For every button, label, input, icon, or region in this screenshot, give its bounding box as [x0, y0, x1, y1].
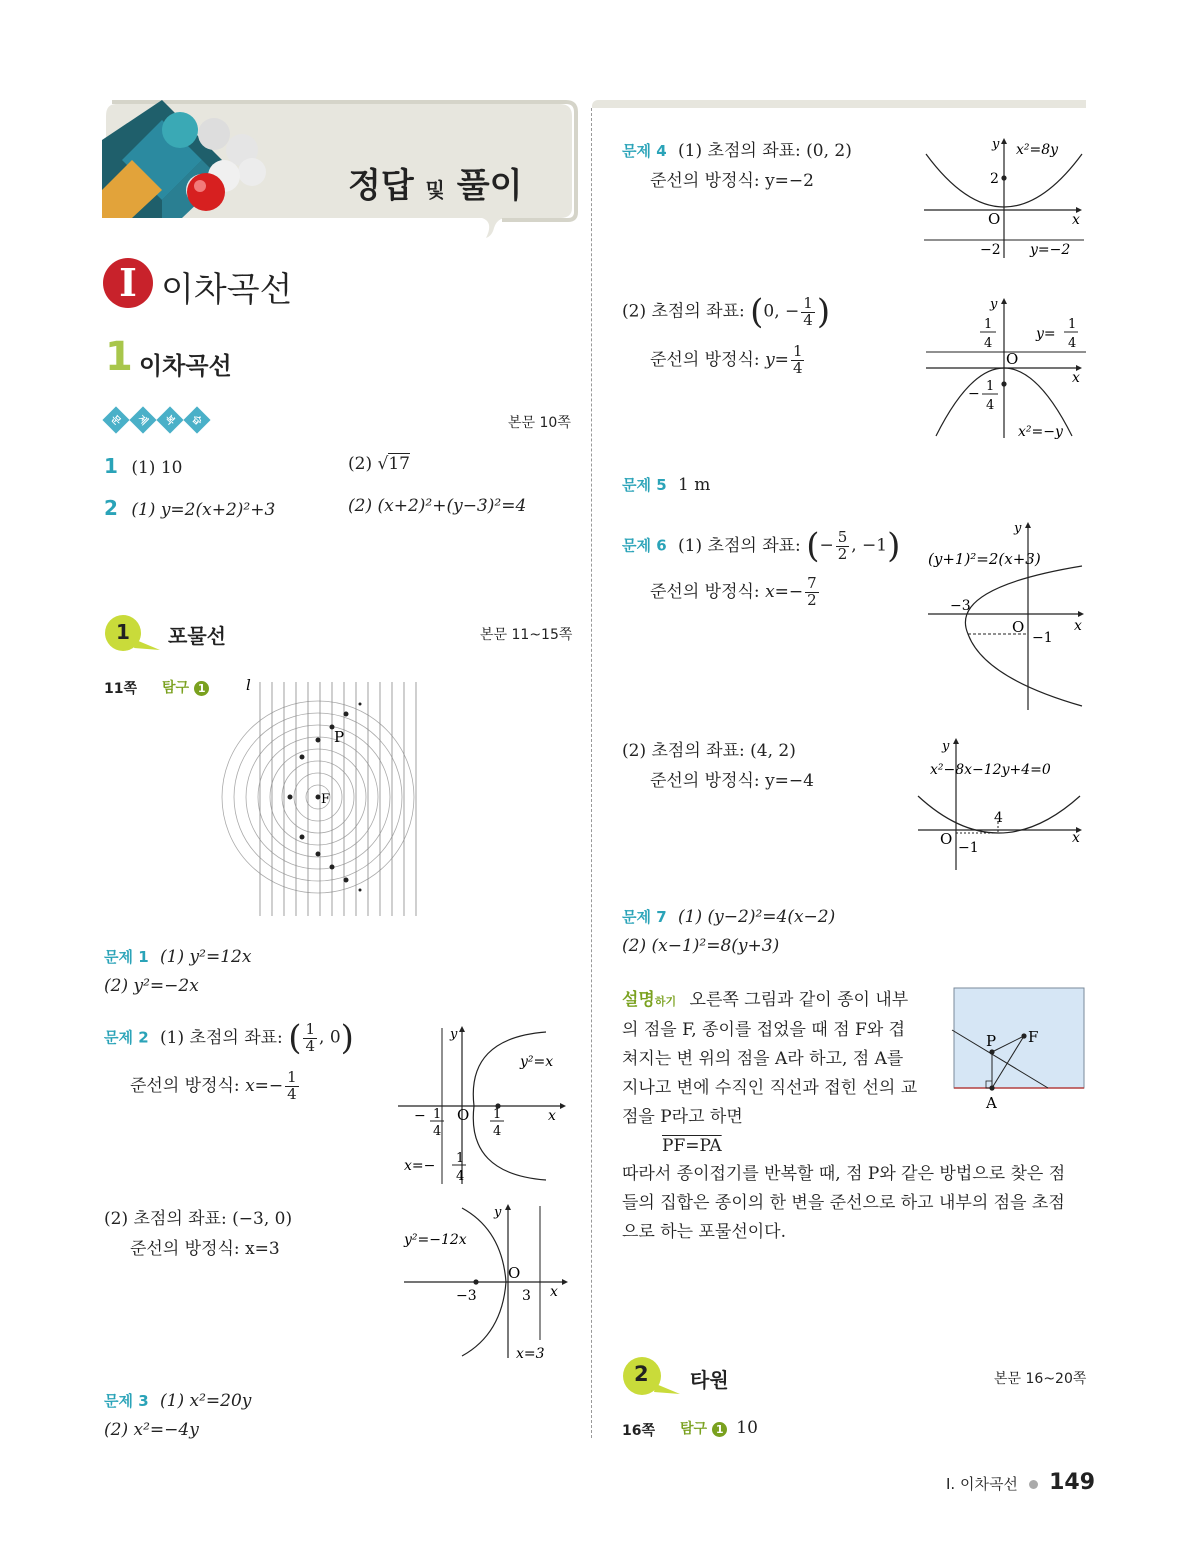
explain-line: 의 점을 F, 종이를 접었을 때 점 F와 겹 [622, 1020, 906, 1040]
fraction [285, 1070, 299, 1103]
curve-label: (y+1)²=2(x+3) [928, 550, 1041, 568]
graph-problem-2-1 [396, 1024, 576, 1186]
axis-y: y [1014, 521, 1022, 536]
directrix-label: y=−2 [1030, 242, 1071, 258]
subsection-title: 포물선 [168, 624, 226, 648]
subsection-page-ref: 본문 11~15쪽 [480, 627, 573, 643]
column-divider [591, 108, 592, 1438]
tick-neg1: −1 [1032, 630, 1053, 646]
dir-frac-num: 1 [1068, 317, 1077, 332]
explore-label: 탐구 [680, 1421, 708, 1437]
paren-open: ( [750, 292, 764, 332]
problem-4-b: (2) 초점의 좌표: (0, − $\frac{1}{4}$ ) [622, 292, 831, 332]
dir-frac-den: 4 [456, 1169, 465, 1184]
item-answer-label: (2) [348, 454, 373, 474]
explore-page: 11쪽 [104, 681, 138, 697]
numerator: 1 [305, 1019, 315, 1038]
explain-equation: PF=PA [662, 1136, 722, 1156]
graph-problem-4-1 [920, 134, 1088, 264]
tick-neg: − [968, 386, 980, 402]
chapter-title: 이차곡선 [161, 270, 293, 310]
subsection-title: 타원 [690, 1368, 729, 1392]
axis-x: x [550, 1284, 558, 1300]
problem-6: 문제 6 (1) 초점의 좌표: (− $\frac{5}{2}$ , −1) [622, 526, 901, 566]
problem-4-b-directrix [650, 344, 806, 377]
problem-6-b-focus: (2) 초점의 좌표: (4, 2) [622, 741, 796, 761]
section-title: 이차곡선 [139, 352, 232, 380]
problem-2-b-directrix: 준선의 방정식: x=3 [130, 1239, 280, 1259]
tick-neg: − [414, 1108, 426, 1124]
review-item-1b [348, 454, 410, 474]
problem-label: 문제 4 [622, 142, 667, 160]
footer-chapter: I. 이차곡선 [946, 1475, 1018, 1493]
dir-frac-den: 4 [1068, 336, 1077, 351]
tick-frac-num: 1 [433, 1107, 442, 1122]
banner-title-3: 풀이 [456, 166, 523, 206]
directrix-prefix: x=− [245, 1075, 284, 1096]
curve-label: x²=−y [1018, 424, 1063, 440]
origin: O [457, 1106, 470, 1124]
paren-close: ) [816, 292, 831, 332]
problem-3 [104, 1390, 251, 1411]
tick-neg2: −2 [980, 242, 1001, 258]
focus-label: (2) 초점의 좌표: [622, 301, 745, 322]
label-P: P [986, 1032, 997, 1050]
tick-frac-den: 4 [986, 398, 995, 413]
directrix-label: 준선의 방정식: [650, 581, 760, 602]
problem-3-b: (2) x²=−4y [104, 1420, 199, 1440]
directrix-eq: x=− [765, 581, 804, 602]
graph-problem-4-2 [922, 294, 1088, 444]
problem-2-directrix [130, 1070, 301, 1103]
fraction [303, 1019, 317, 1055]
conclusion-line: 들의 집합은 종이의 한 변을 준선으로 하고 내부의 점을 초점 [622, 1193, 1065, 1213]
subsection-page-ref: 본문 16~20쪽 [994, 1371, 1087, 1387]
section-number: 1 [105, 334, 133, 380]
paren-open: ( [806, 526, 820, 566]
item-number: 1 [104, 454, 118, 478]
origin: O [508, 1264, 521, 1282]
fraction [801, 293, 815, 329]
tick-frac-num: 1 [986, 379, 995, 394]
numerator: 1 [287, 1068, 297, 1086]
dir-frac-num: 1 [456, 1151, 465, 1166]
explain-line: 오른쪽 그림과 같이 종이 내부 [689, 990, 909, 1010]
denominator: 2 [837, 544, 848, 563]
problem-label: 문제 1 [104, 948, 149, 966]
fraction [791, 344, 805, 377]
item-number: 2 [104, 496, 118, 520]
sqrt-radicand: 17 [388, 454, 410, 474]
problem-label: 문제 2 [104, 1028, 149, 1047]
tick-neg3: −3 [456, 1288, 477, 1304]
review-badge: 문 [102, 406, 129, 433]
label-F: F [321, 792, 331, 807]
denominator: 4 [803, 310, 813, 329]
paren-close: ) [340, 1018, 354, 1058]
problem-answer: (1) y²=12x [160, 947, 252, 967]
explore-answer: 10 [736, 1418, 758, 1438]
explain-block [622, 986, 938, 1161]
axis-x: x [548, 1108, 556, 1124]
curve-label: y²=x [520, 1054, 554, 1070]
subsection-number: 2 [634, 1362, 649, 1386]
footer-dot [1029, 1480, 1038, 1489]
directrix-label: y= [1036, 326, 1056, 342]
graph-problem-2-2 [400, 1200, 580, 1370]
problem-1 [104, 946, 251, 967]
directrix-label: 준선의 방정식: [130, 1075, 240, 1096]
directrix-label: x=− [404, 1158, 436, 1174]
origin: O [988, 210, 1001, 228]
curve-label: x²=8y [1016, 142, 1059, 158]
subsection-number: 1 [116, 620, 130, 644]
explain-suffix: 하기 [654, 995, 677, 1008]
problem-2: 문제 2 (1) 초점의 좌표: ( $\frac{1}{4}$ , 0) [104, 1018, 354, 1058]
tick-frac-num: 1 [984, 317, 993, 332]
explore-tag [162, 677, 209, 697]
focus-label: (1) 초점의 좌표: [160, 1027, 283, 1048]
tick-neg1: −1 [958, 840, 979, 856]
denominator: 4 [287, 1084, 297, 1103]
axis-x: x [1072, 212, 1080, 228]
origin: O [1012, 618, 1025, 636]
graph-problem-6-2 [914, 734, 1088, 874]
tick-frac-den: 4 [984, 336, 993, 351]
explore2-tag [680, 1418, 758, 1438]
item-answer: (1) y=2(x+2)²+3 [131, 500, 276, 520]
sqrt-symbol: √ [377, 454, 389, 474]
tick-frac-den: 4 [433, 1124, 442, 1139]
review-item-2 [104, 496, 275, 520]
fraction [805, 576, 819, 609]
review-page-ref: 본문 10쪽 [508, 415, 571, 431]
problem-answer: 1 m [678, 475, 711, 495]
focus-label: (1) 초점의 좌표: [678, 535, 801, 556]
numerator: 7 [807, 574, 817, 592]
focus-tail: 0 [329, 1027, 341, 1048]
review-badge: 복 [156, 406, 183, 433]
banner-title-2: 및 [425, 178, 445, 202]
explore2-page: 16쪽 [622, 1423, 656, 1439]
tick-4: 4 [994, 810, 1003, 826]
label-F: F [1028, 1028, 1039, 1046]
numerator: 1 [803, 293, 813, 312]
review-badge: 제 [129, 406, 156, 433]
focus: (1) 초점의 좌표: (0, 2) [678, 141, 852, 161]
subsection-badge [622, 1356, 682, 1398]
conclusion-line: 따라서 종이접기를 반복할 때, 점 P와 같은 방법으로 찾은 점 [622, 1164, 1066, 1184]
origin: O [940, 830, 953, 848]
explore-number: 1 [712, 1422, 727, 1437]
axis-x: x [1072, 830, 1080, 846]
figure-concentric-circles [214, 672, 424, 922]
banner-title-1: 정답 [348, 166, 414, 206]
figure-paper-fold [950, 986, 1086, 1112]
problem-5 [622, 474, 710, 495]
problem-4 [622, 136, 852, 161]
tick-neg3: −3 [950, 598, 971, 614]
item-answer: (1) 10 [131, 458, 183, 478]
column-top-rule [592, 100, 1086, 108]
explain-line: 쳐지는 변 위의 점을 A라 하고, 점 A를 [622, 1049, 904, 1069]
numerator: 5 [837, 527, 848, 546]
conclusion-line: 으로 하는 포물선이다. [622, 1222, 787, 1242]
explain-line: 점을 P라고 하면 [622, 1107, 743, 1127]
problem-label: 문제 7 [622, 908, 667, 926]
numerator: 1 [792, 342, 803, 360]
page-number: 149 [1049, 1470, 1096, 1495]
directrix-eq: y= [765, 349, 789, 370]
explain-label: 설명 [622, 990, 655, 1010]
denominator: 2 [807, 590, 817, 609]
denominator: 4 [792, 358, 803, 377]
problem-label: 문제 5 [622, 476, 667, 494]
label-P: P [334, 728, 345, 746]
problem-2-b-focus: (2) 초점의 좌표: (−3, 0) [104, 1209, 293, 1229]
review-badges [104, 408, 209, 432]
directrix-label: 준선의 방정식: [650, 349, 760, 370]
problem-4-directrix: 준선의 방정식: y=−2 [650, 171, 814, 191]
problem-answer: (1) x²=20y [160, 1391, 252, 1411]
graph-problem-6-1 [924, 518, 1088, 714]
axis-y: y [990, 297, 998, 312]
axis-x: x [1072, 370, 1080, 386]
paren-open: ( [288, 1018, 302, 1058]
problem-6-directrix [650, 576, 821, 609]
page-footer [946, 1470, 1095, 1495]
label-l: l [246, 676, 251, 694]
tick-frac-den: 4 [493, 1124, 502, 1139]
directrix-label: x=3 [516, 1346, 545, 1362]
subsection-badge [104, 614, 162, 654]
label-A: A [986, 1094, 997, 1112]
axis-y: y [992, 137, 1000, 152]
chapter-numeral: I [103, 258, 153, 308]
review-badge: 습 [183, 406, 210, 433]
problem-answer: (1) (y−2)²=4(x−2) [678, 907, 836, 927]
fraction [836, 527, 850, 563]
explain-line: 지나고 변에 수직인 직선과 접힌 선의 교 [622, 1078, 918, 1098]
explore-label: 탐구 [162, 680, 190, 696]
explain-conclusion [622, 1160, 1065, 1247]
curve-label: x²−8x−12y+4=0 [930, 762, 1051, 778]
problem-7 [622, 906, 835, 927]
origin: O [1006, 350, 1019, 368]
problem-label: 문제 3 [104, 1392, 149, 1410]
curve-label: y²=−12x [404, 1232, 467, 1248]
review-item-1 [104, 454, 182, 478]
review-item-2b: (2) (x+2)²+(y−3)²=4 [348, 496, 527, 516]
tick-3: 3 [522, 1288, 531, 1304]
tick-2: 2 [990, 171, 999, 187]
denominator: 4 [305, 1036, 315, 1055]
tick-frac-num: 1 [493, 1107, 502, 1122]
explore-number: 1 [194, 681, 209, 696]
paren-close: ) [887, 526, 901, 566]
axis-y: y [942, 739, 950, 754]
problem-1-b: (2) y²=−2x [104, 976, 199, 996]
axis-x: x [1074, 618, 1082, 634]
axis-y: y [450, 1027, 458, 1042]
axis-y: y [494, 1205, 502, 1220]
problem-label: 문제 6 [622, 536, 667, 555]
problem-7-b: (2) (x−1)²=8(y+3) [622, 936, 780, 956]
header-banner [102, 100, 578, 218]
problem-6-b-directrix: 준선의 방정식: y=−4 [650, 771, 814, 791]
